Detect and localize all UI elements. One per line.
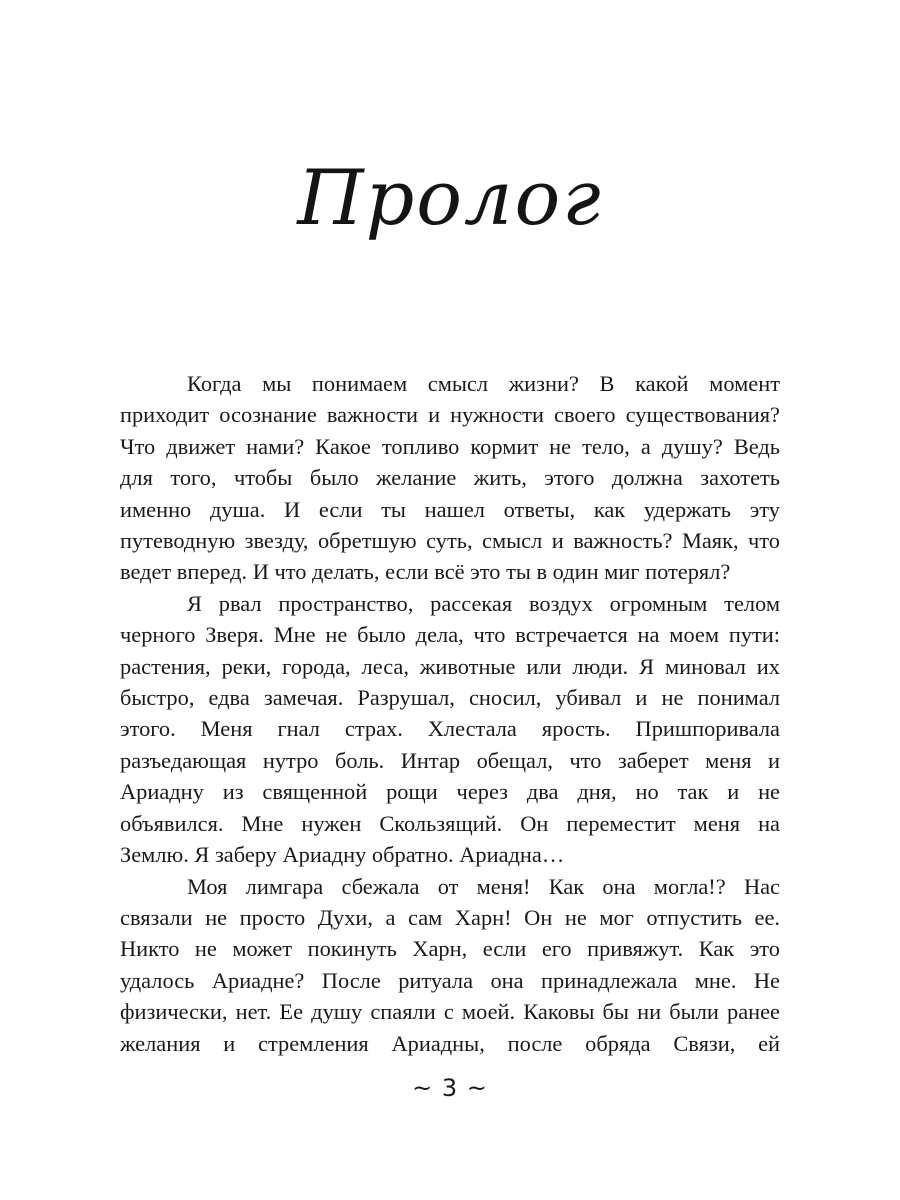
paragraph [120,871,780,1059]
body-text [120,368,780,1059]
text-line: для того, чтобы было желание жить, этого должна захотеть [120,465,780,491]
text-line: приходит осознание важности и нужности своего существования? [120,402,780,428]
text-line: связали не просто Духи, а сам Харн! Он не мог отпустить ее. [120,904,780,930]
text-line: Когда мы понимаем смысл жизни? В какой момент [187,371,780,396]
text-line: Землю. Я заберу Ариадну обратно. Ариадна… [120,842,565,868]
text-line: этого. Меня гнал страх. Хлестала ярость. Пришпоривала [120,716,780,742]
text-line: именно душа. И если ты нашел ответы, как удержать эту [120,496,780,522]
text-line: разъедающая нутро боль. Интар обещал, что заберет меня и [120,747,780,773]
text-line: объявился. Мне нужен Скользящий. Он переместит меня на [120,810,780,836]
text-line: быстро, едва замечая. Разрушал, сносил, убивал и не понимал [120,685,780,711]
paragraph [120,588,780,871]
text-line: Моя лимгара сбежала от меня! Как она могла!? Нас [187,873,780,899]
text-line: Ариадну из священной рощи через два дня, но так и не [120,779,780,805]
text-line: желания и стремления Ариадны, после обряда Связи, ей [120,1030,780,1056]
text-line: Никто не может покинуть Харн, если его привяжут. Как это [120,936,780,962]
text-line: путеводную звезду, обретшую суть, смысл и важность? Маяк, что [120,528,780,554]
text-line: ведет вперед. И что делать, если всё это ты в один миг потерял? [120,559,731,585]
text-line: физически, нет. Ее душу спаяли с моей. Каковы бы ни были ранее [120,999,780,1025]
text-line: растения, реки, города, леса, животные или люди. Я миновал их [120,653,780,679]
text-line: черного Зверя. Мне не было дела, что встречается на моем пути: [120,622,780,648]
page-number: ~ 3 ~ [412,1074,488,1102]
text-line: Что движет нами? Какое топливо кормит не тело, а душу? Ведь [120,433,780,459]
paragraph [120,368,780,588]
text-line: удалось Ариадне? После ритуала она принадлежала мне. Не [120,967,780,993]
text-line: Я рвал пространство, рассекая воздух огромным телом [187,590,780,616]
chapter-title: Пролог [297,153,603,242]
